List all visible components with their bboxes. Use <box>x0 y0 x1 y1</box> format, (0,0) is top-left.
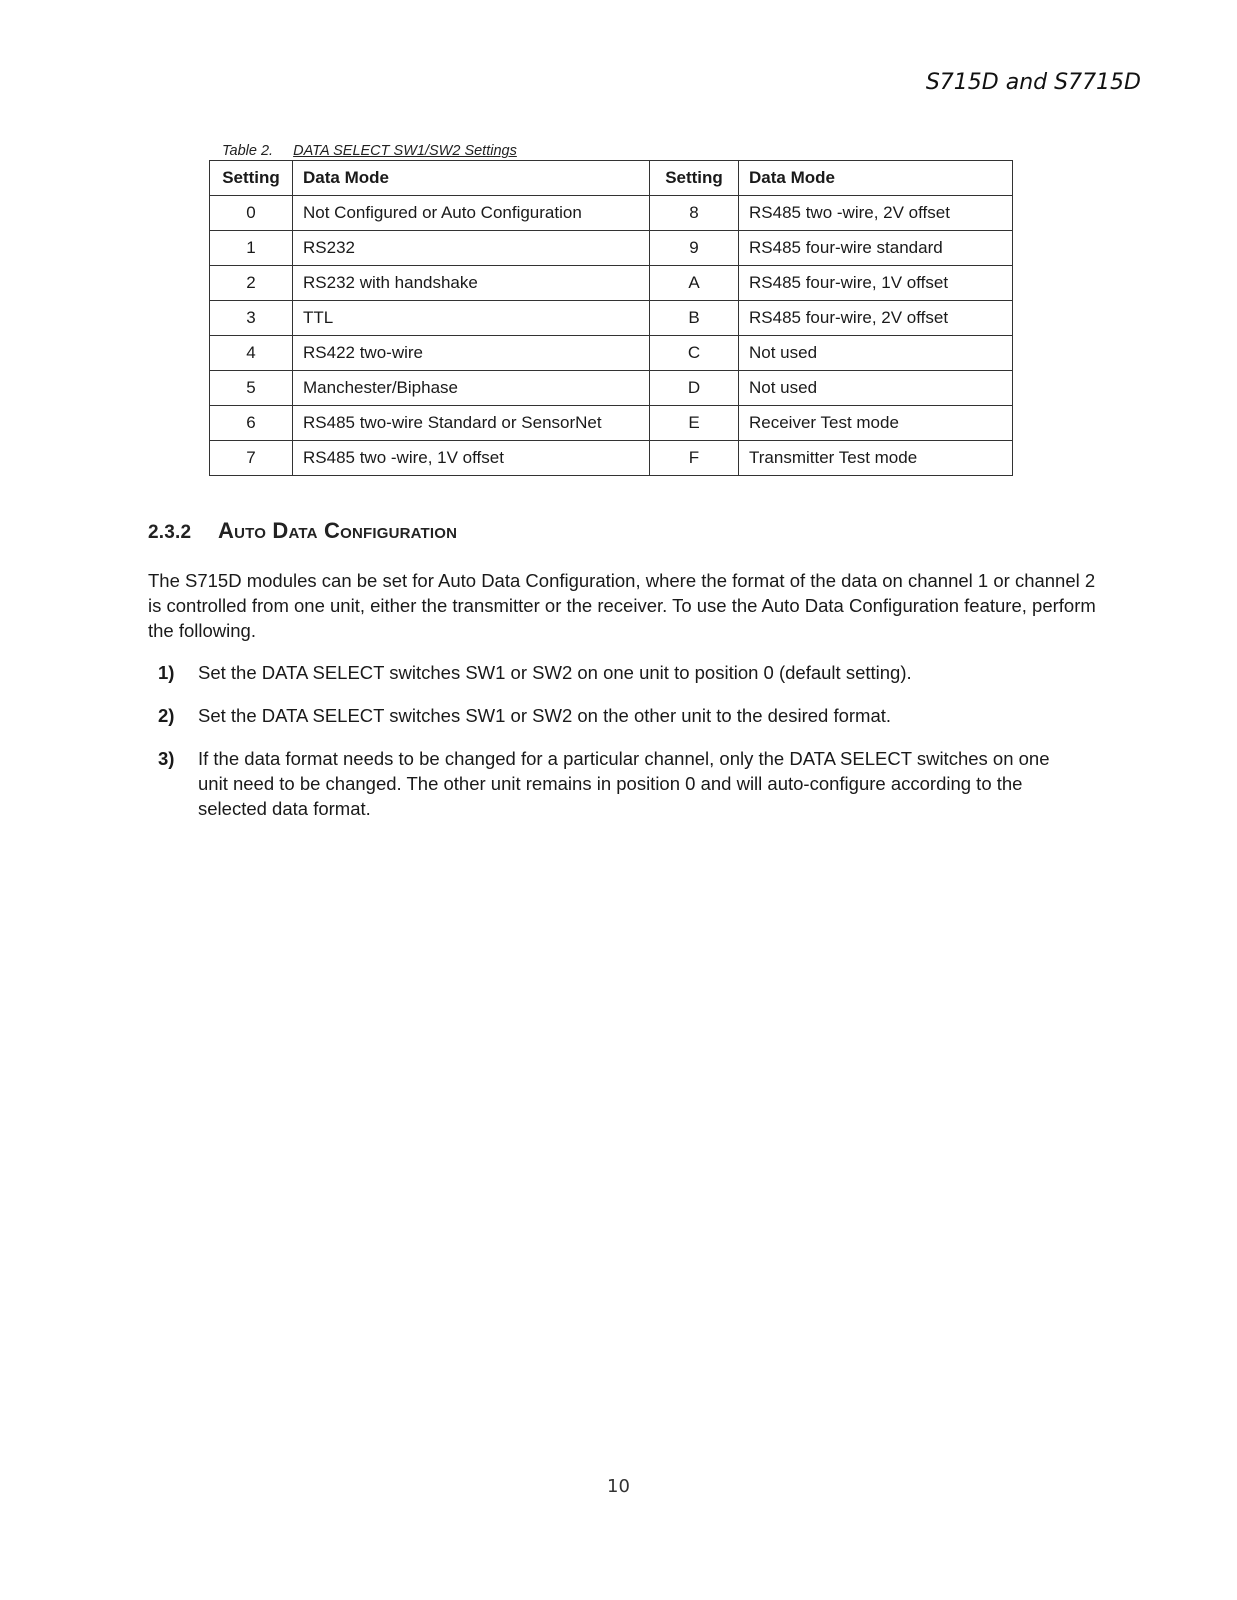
setting-cell: 6 <box>210 406 293 441</box>
setting-cell: F <box>650 441 739 476</box>
header-data-mode-1: Data Mode <box>293 161 650 196</box>
table-body <box>210 196 1013 476</box>
section-title: Auto Data Configuration <box>218 518 458 543</box>
step-number: 3) <box>158 748 175 769</box>
data-mode-cell: RS485 two -wire, 1V offset <box>293 441 650 476</box>
setting-cell: B <box>650 301 739 336</box>
data-mode-cell: RS232 <box>293 231 650 266</box>
setting-cell: 7 <box>210 441 293 476</box>
step-number: 1) <box>158 662 175 683</box>
section-paragraph: The S715D modules can be set for Auto Data Configuration, where the format of the data on channel 1 or channel 2 is controlled from one unit, either the transmitter or the receiver. To use the Auto Data Configuration feature, perform the following. <box>148 570 1096 641</box>
header-data-mode-2: Data Mode <box>739 161 1013 196</box>
data-mode-cell: RS485 two-wire Standard or SensorNet <box>293 406 650 441</box>
data-mode-cell: Not used <box>739 336 1013 371</box>
setting-cell: 8 <box>650 196 739 231</box>
data-select-settings-table <box>209 160 1013 476</box>
list-item <box>148 703 1058 728</box>
header-setting-1: Setting <box>210 161 293 196</box>
data-mode-cell: RS485 four-wire, 1V offset <box>739 266 1013 301</box>
list-item <box>148 660 1058 685</box>
table-row <box>210 336 1013 371</box>
table-row <box>210 196 1013 231</box>
setting-cell: A <box>650 266 739 301</box>
setting-cell: C <box>650 336 739 371</box>
setting-cell: 4 <box>210 336 293 371</box>
data-mode-cell: RS422 two-wire <box>293 336 650 371</box>
setting-cell: E <box>650 406 739 441</box>
step-number: 2) <box>158 705 175 726</box>
section-heading <box>148 518 457 544</box>
data-mode-cell: Transmitter Test mode <box>739 441 1013 476</box>
setting-cell: 3 <box>210 301 293 336</box>
step-text: Set the DATA SELECT switches SW1 or SW2 on one unit to position 0 (default setting). <box>198 662 912 683</box>
setting-cell: 5 <box>210 371 293 406</box>
data-mode-cell: Receiver Test mode <box>739 406 1013 441</box>
table-caption <box>222 143 517 159</box>
table-row <box>210 441 1013 476</box>
steps-list <box>148 660 1058 839</box>
table-header-row <box>210 161 1013 196</box>
setting-cell: 9 <box>650 231 739 266</box>
table-row <box>210 231 1013 266</box>
data-mode-cell: RS232 with handshake <box>293 266 650 301</box>
page-number: 10 <box>607 1476 630 1497</box>
table-caption-title: DATA SELECT SW1/SW2 Settings <box>293 143 517 159</box>
section-number: 2.3.2 <box>148 522 192 543</box>
table-caption-label: Table 2. <box>222 143 274 159</box>
header-setting-2: Setting <box>650 161 739 196</box>
setting-cell: 2 <box>210 266 293 301</box>
table-row <box>210 371 1013 406</box>
data-mode-cell: Manchester/Biphase <box>293 371 650 406</box>
table-row <box>210 266 1013 301</box>
data-mode-cell: TTL <box>293 301 650 336</box>
data-mode-cell: RS485 four-wire, 2V offset <box>739 301 1013 336</box>
table-row <box>210 406 1013 441</box>
setting-cell: 1 <box>210 231 293 266</box>
document-header-title: S715D and S7715D <box>925 70 1141 95</box>
data-mode-cell: RS485 two -wire, 2V offset <box>739 196 1013 231</box>
step-text: If the data format needs to be changed for a particular channel, only the DATA SELECT switches on one unit need to be changed. The other unit remains in position 0 and will auto-configure according to the selected data format. <box>198 748 1050 819</box>
setting-cell: 0 <box>210 196 293 231</box>
list-item <box>148 746 1058 821</box>
data-mode-cell: Not Configured or Auto Configuration <box>293 196 650 231</box>
data-mode-cell: RS485 four-wire standard <box>739 231 1013 266</box>
data-mode-cell: Not used <box>739 371 1013 406</box>
table-row <box>210 301 1013 336</box>
setting-cell: D <box>650 371 739 406</box>
step-text: Set the DATA SELECT switches SW1 or SW2 on the other unit to the desired format. <box>198 705 892 726</box>
